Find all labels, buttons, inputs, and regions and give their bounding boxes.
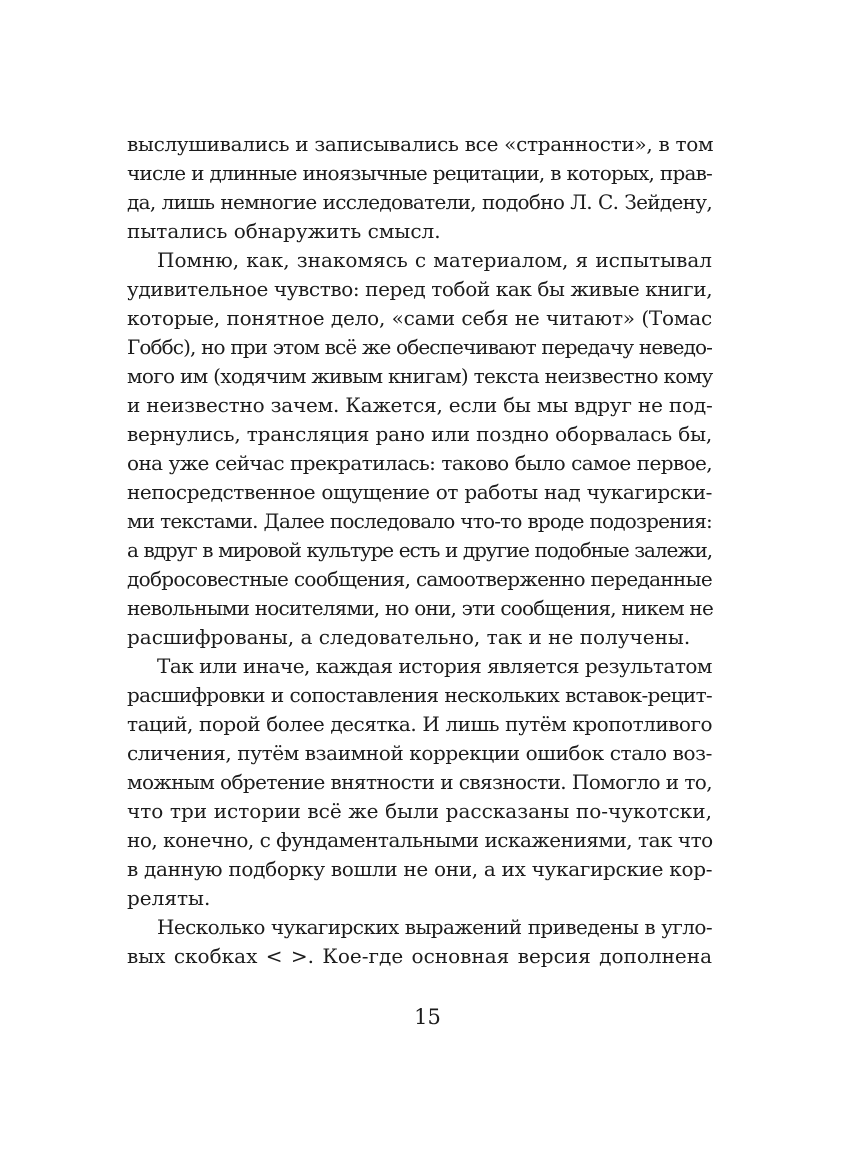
text-line: таций, порой более десятка. И лишь путём кропотливого bbox=[127, 712, 712, 736]
paragraph-3 bbox=[127, 652, 712, 913]
text-line: которые, понятное дело, «сами себя не читают» (Томас bbox=[127, 306, 712, 330]
text-line: она уже сейчас прекратилась: таково было самое первое, bbox=[127, 451, 712, 475]
text-line: выслушивались и записывались все «странности», в том bbox=[127, 132, 714, 156]
body-text bbox=[127, 130, 712, 971]
paragraph-2 bbox=[127, 246, 712, 652]
text-line: непосредственное ощущение от работы над чукагирски- bbox=[127, 480, 712, 504]
text-line: Несколько чукагирских выражений приведены в угло- bbox=[157, 915, 712, 939]
text-line: мого им (ходячим живым книгам) текста неизвестно кому bbox=[127, 364, 713, 388]
text-line: числе и длинные иноязычные рецитации, в которых, прав- bbox=[127, 161, 712, 185]
text-line: вых скобках < >. Кое-где основная версия дополнена bbox=[127, 944, 712, 968]
text-line: пытались обнаружить смысл. bbox=[127, 219, 441, 243]
text-line: удивительное чувство: перед тобой как бы живые книги, bbox=[127, 277, 713, 301]
text-line: сличения, путём взаимной коррекции ошибок стало воз- bbox=[127, 741, 712, 765]
text-line: расшифрованы, а следовательно, так и не получены. bbox=[127, 625, 691, 649]
text-line: реляты. bbox=[127, 886, 211, 910]
text-line: что три истории всё же были рассказаны по-чукотски, bbox=[127, 799, 712, 823]
text-line: Так или иначе, каждая история является результатом bbox=[157, 654, 712, 678]
text-line: а вдруг в мировой культуре есть и другие подобные залежи, bbox=[127, 538, 712, 562]
paragraph-1 bbox=[127, 130, 712, 246]
text-line: ми текстами. Далее последовало что-то вроде подозрения: bbox=[127, 509, 712, 533]
text-line: вернулись, трансляция рано или поздно оборвалась бы, bbox=[127, 422, 712, 446]
text-line: Помню, как, знакомясь с материалом, я испытывал bbox=[157, 248, 712, 272]
text-line: Гоббс), но при этом всё же обеспечивают передачу неведо- bbox=[127, 335, 712, 359]
text-line: можным обретение внятности и связности. Помогло и то, bbox=[127, 770, 712, 794]
paragraph-4 bbox=[127, 913, 712, 971]
text-line: но, конечно, с фундаментальными искажениями, так что bbox=[127, 828, 713, 852]
text-line: невольными носителями, но они, эти сообщения, никем не bbox=[127, 596, 713, 620]
text-line: расшифровки и сопоставления нескольких вставок-рецит- bbox=[127, 683, 712, 707]
text-line: в данную подборку вошли не они, а их чукагирские кор- bbox=[127, 857, 713, 881]
text-line: да, лишь немногие исследователи, подобно Л. С. Зейдену, bbox=[127, 190, 712, 214]
text-line: и неизвестно зачем. Кажется, если бы мы вдруг не под- bbox=[127, 393, 713, 417]
page-number: 15 bbox=[414, 1005, 441, 1029]
text-line: добросовестные сообщения, самоотверженно переданные bbox=[127, 567, 712, 591]
